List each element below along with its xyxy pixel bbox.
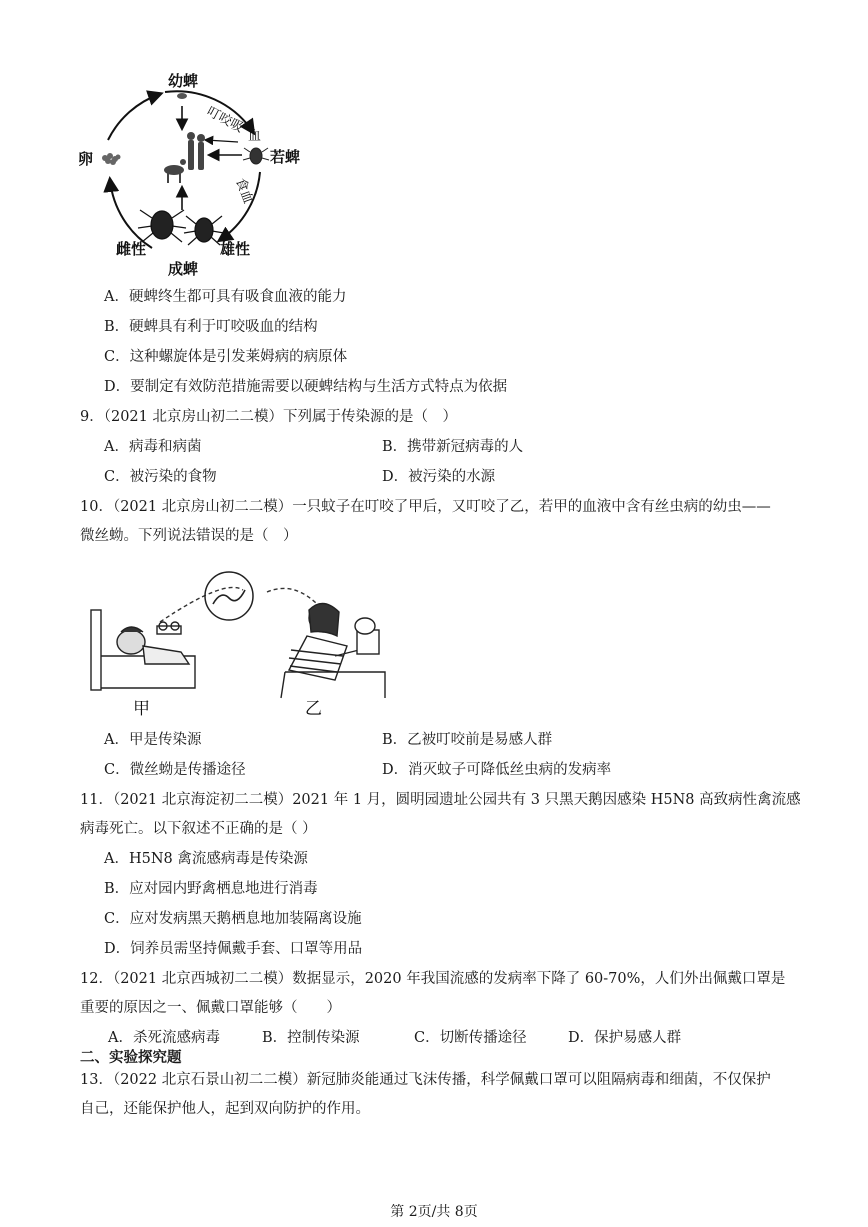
label-jia: 甲 [133, 699, 150, 719]
q10-option-a: A．甲是传染源 [104, 732, 202, 748]
q9-option-a: A．病毒和病菌 [104, 439, 202, 455]
q11-option-a: A．H5N8 禽流感病毒是传染源 [104, 851, 308, 867]
egg-cluster-icon [102, 153, 121, 165]
q10-option-b: B．乙被叮咬前是易感人群 [382, 732, 553, 748]
q12-option-a: A．杀死流感病毒 [108, 1030, 220, 1046]
label-yi: 乙 [305, 699, 322, 719]
male-tick-icon [184, 216, 224, 245]
q10-stem-line1: 10．（2021 北京房山初二二模）一只蚊子在叮咬了甲后，又叮咬了乙，若甲的血液中含有丝虫病的幼虫—— [80, 499, 771, 515]
label-nymph: 若蜱 [270, 148, 301, 166]
microfilaria-icon [213, 590, 245, 604]
q9-option-c: C．被污染的食物 [104, 469, 217, 485]
label-bite-suck-2: 血 [248, 129, 262, 144]
q11-option-c: C．应对发病黑天鹅栖息地加装隔离设施 [104, 911, 362, 927]
person-yi-figure [281, 603, 385, 698]
q10-stem-line2: 微丝蚴。下列说法错误的是（ ） [80, 528, 298, 544]
q10-option-d: D．消灭蚊子可降低丝虫病的发病率 [382, 762, 612, 778]
q8-option-c: C．这种螺旋体是引发莱姆病的病原体 [104, 349, 348, 365]
q12-stem-line2: 重要的原因之一、佩戴口罩能够（ ） [80, 1000, 341, 1016]
q12-option-d: D．保护易感人群 [568, 1030, 682, 1046]
q8-option-d: D．要制定有效防范措施需要以硬蜱结构与生活方式特点为依据 [104, 379, 508, 395]
patient-jia-figure [91, 610, 195, 690]
q8-option-b: B．硬蜱具有利于叮咬吸血的结构 [104, 319, 318, 335]
label-larva: 幼蜱 [168, 72, 199, 90]
q10-option-c: C．微丝蚴是传播途径 [104, 762, 246, 778]
section-title: 二、实验探究题 [80, 1049, 182, 1066]
q12-option-c: C．切断传播途径 [414, 1030, 527, 1046]
q9-stem: 9．（2021 北京房山初二二模）下列属于传染源的是（ ） [80, 409, 457, 425]
label-female: 雌性 [116, 240, 147, 258]
label-male: 雄性 [220, 240, 251, 258]
label-bite-suck: 叮咬吸 [204, 104, 246, 136]
q13-stem-line2: 自己，还能保护他人，起到双向防护的作用。 [80, 1101, 370, 1117]
q11-stem-line1: 11．（2021 北京海淀初二二模）2021 年 1 月，圆明园遗址公园共有 3 只黑天鹅因感染 H5N8 高致病性禽流感 [80, 792, 801, 808]
larva-tick-icon [177, 93, 187, 99]
nymph-tick-icon [243, 148, 269, 164]
q9-option-d: D．被污染的水源 [382, 469, 496, 485]
page-footer: 第 2页/共 8页 [390, 1204, 478, 1220]
q11-option-d: D．饲养员需坚持佩戴手套、口罩等用品 [104, 941, 363, 957]
female-tick-icon [138, 210, 186, 242]
q12-stem-line1: 12．（2021 北京西城初二二模）数据显示，2020 年我国流感的发病率下降了 60-70%，人们外出佩戴口罩是 [80, 971, 786, 987]
q13-stem-line1: 13．（2022 北京石景山初二二模）新冠肺炎能通过飞沫传播，科学佩戴口罩可以阻隔病毒和细菌，不仅保护 [80, 1072, 771, 1088]
q8-option-a: A．硬蜱终生都可具有吸食血液的能力 [104, 289, 347, 305]
mosquito-transmission-illustration [85, 560, 395, 720]
q11-option-b: B．应对园内野禽栖息地进行消毒 [104, 881, 318, 897]
host-silhouette-icon [164, 132, 205, 183]
tick-life-cycle-diagram [70, 70, 320, 285]
q12-option-b: B．控制传染源 [262, 1030, 360, 1046]
label-egg: 卵 [78, 150, 94, 168]
q9-option-b: B．携带新冠病毒的人 [382, 439, 524, 455]
label-adult: 成蜱 [168, 260, 199, 278]
label-food: 食血 [232, 176, 256, 206]
q11-stem-line2: 病毒死亡。以下叙述不正确的是（ ） [80, 821, 317, 837]
